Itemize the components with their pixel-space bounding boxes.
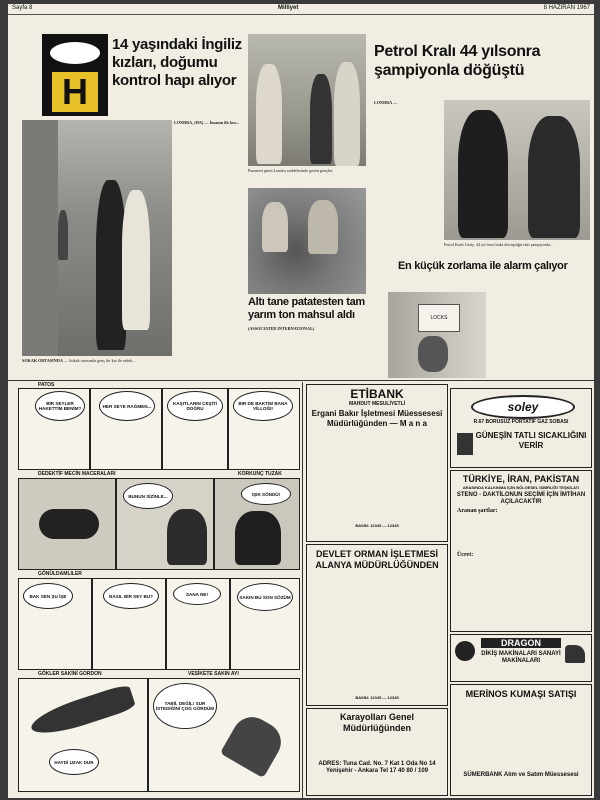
globe-logo	[42, 34, 108, 116]
merinos-ad	[450, 684, 592, 796]
bubble-5: BUNUN SİZİNLE...	[123, 483, 173, 509]
etibank-sub: MAHDUT MESULİYETLİ	[348, 401, 406, 407]
bubble-2: HER SEYE RAĞMEN...	[99, 391, 155, 421]
comic-ayi-title: VESİKETE SAKIN AYI	[188, 671, 239, 677]
story4-body	[374, 100, 440, 250]
merinos-footer: SÜMERBANK Alım ve Satım Müessesesi	[463, 772, 579, 778]
comic-strip-4-panel-1	[18, 678, 148, 792]
devlet-orman-ad	[306, 544, 448, 706]
boxing-photo	[444, 100, 590, 240]
karayol-title: Karayolları Genel Müdürlüğünden	[339, 712, 415, 733]
bubble-7: IŞIK SÖNDÜ!	[241, 483, 291, 505]
etibank-footer: BASIN: 12345 — 12345	[355, 523, 399, 528]
etibank-name: Ergani Bakır İşletmesi Müessesesi Müdürlüğünden — M a n a	[311, 409, 443, 428]
bubble-4: BIR DE BAKTIM BANA VİLLOĞI!	[233, 391, 293, 421]
comic-strip-1-panel-1	[18, 388, 90, 470]
page-number: Sayfa 8	[12, 5, 33, 11]
soley-brand: soley	[507, 400, 539, 414]
story5-body	[490, 292, 590, 378]
alarm-lock-photo	[388, 292, 486, 378]
comic-strip-1-panel-2	[90, 388, 162, 470]
comic-dedektif-title: DEDEKTİF MECİN MACERALARI	[38, 471, 116, 477]
soley-slogan: GÜNEŞİN TATLI SICAKLIĞINI VERİR	[475, 431, 587, 450]
devlet-footer: BASIN: 12345 — 12345	[355, 695, 399, 700]
story3-headline: Altı tane patatesten tam yarım ton mahsul aldı	[248, 296, 365, 321]
karayol-address: ADRES: Tuna Cad. No. 7 Kat 1 Oda No 14 Yenişehir - Ankara Tel 17 40 80 / 109	[318, 761, 436, 774]
tip-exam: STENO - DAKTİLONUN SEÇİMİ İÇİN İMTİHAN AÇILACAKTIR	[456, 492, 586, 505]
etibank-ad	[306, 384, 448, 542]
bubble-13: HAYDİ UZAK DUR	[49, 749, 99, 775]
tip-fee: Ücret:	[457, 552, 474, 558]
tip-title: TÜRKİYE, İRAN, PAKİSTAN	[462, 474, 580, 484]
dragon-brand: DRAGON	[481, 638, 561, 648]
story4-dateline: LONDRA —	[374, 100, 398, 105]
story1-photo	[22, 120, 172, 356]
story1-body-col1	[174, 120, 244, 356]
potato-photo	[248, 188, 366, 294]
bubble-11: SAKIN BU SON SÖZÜM	[237, 583, 293, 611]
karayollari-ad	[306, 708, 448, 796]
comic-strip-1-panel-4	[228, 388, 300, 470]
story1-headline: 14 yaşındaki İngiliz kızları, doğumu kontrol hapı alıyor	[112, 36, 242, 89]
logo-letter: H	[52, 72, 98, 112]
story1-caption-title: SOKAK ORTASINDA	[22, 358, 63, 363]
tip-sub: ARASINDA KALKINMA İÇİN BÖLGESEL İŞBİRLİĞİ TEŞKİLATI	[462, 485, 580, 490]
soley-model: R.67 BORUSUZ PORTATİF GAZ SOBASI	[473, 419, 569, 425]
story3-sign: (ASSOCIATED INTERNATIONAL)	[248, 326, 315, 331]
dragon-ad	[450, 634, 592, 682]
story2-caption: Pazartesi günü Londra caddelerinde gezen gençler.	[248, 168, 334, 173]
page-date: 8 HAZIRAN 1967	[543, 5, 590, 11]
comic-gonul-title: GÖNÜLDAMLILER	[38, 571, 82, 577]
comic-strip-2-panel-3	[214, 478, 300, 570]
comic-strip-2-panel-2	[116, 478, 214, 570]
street-crowd-photo	[248, 34, 366, 166]
etibank-title: ETİBANK	[350, 387, 404, 401]
comic-patos-title: PATOS	[38, 382, 55, 388]
story3-body	[248, 326, 366, 370]
story4-caption: Petrol Kralı Getty, 44 yıl önce boks dövüştüğü eski şampiyonla...	[444, 242, 554, 247]
page-header	[8, 4, 594, 15]
soley-logo	[471, 395, 575, 419]
bubble-10: SANA NE!	[173, 583, 221, 605]
bubble-9: NASIL BİR SEY BU?	[103, 583, 159, 609]
masthead: Milliyet	[278, 5, 299, 11]
dragon-text: DİKİŞ MAKİNALARI SANAYİ MAKİNALARI	[481, 651, 561, 664]
comic-strip-3-panel-3	[166, 578, 230, 670]
comic-strip-3-panel-4	[230, 578, 300, 670]
bubble-3: KAŞITLARIN ÇEŞİTİ DOĞRU	[167, 391, 223, 421]
devlet-title: DEVLET ORMAN İŞLETMESİ ALANYA MÜDÜRLÜĞÜNDEN	[315, 549, 439, 570]
story5-headline: En küçük zorlama ile alarm çalıyor	[398, 260, 568, 272]
comic-strip-3-panel-1	[18, 578, 92, 670]
comic-strip-1-panel-3	[162, 388, 228, 470]
newspaper-page	[8, 4, 594, 798]
story1-caption	[22, 358, 246, 374]
merinos-title: MERİNOS KUMAŞI SATIŞI	[465, 689, 577, 699]
story1-dateline: LONDRA, (HA) — İnsanın ilk kez...	[174, 120, 240, 125]
soley-ad	[450, 388, 592, 468]
comic-strip-2-panel-1	[18, 478, 116, 570]
tip-recruitment-ad	[450, 470, 592, 632]
comic-gordon-title: GÖKLER SAKİNİ GORDON	[38, 671, 102, 677]
tip-needed: Aranan şartlar:	[457, 508, 498, 514]
story4-headline: Petrol Kralı 44 yılsonra şampiyonla döğüştü	[374, 43, 541, 79]
lock-label: LOCKS	[418, 304, 460, 332]
comic-tuzak-title: KORKUNÇ TUZAK	[238, 471, 282, 477]
bubble-8: BAK SEN ŞU İŞE	[23, 583, 73, 609]
comic-strip-3-panel-2	[92, 578, 166, 670]
story1-caption-text: — Sokak ortasında genç bir kız ile erkek...	[63, 358, 136, 363]
bubble-1: BİR SEYLER HAKETTİM BENİM?	[35, 391, 85, 421]
comic-strip-4-panel-2	[148, 678, 300, 792]
bubble-12: TABİİ, DEĞİL! SUR İSTEDİĞİNİ ÇOĞ GÖRDÜM	[153, 683, 217, 729]
